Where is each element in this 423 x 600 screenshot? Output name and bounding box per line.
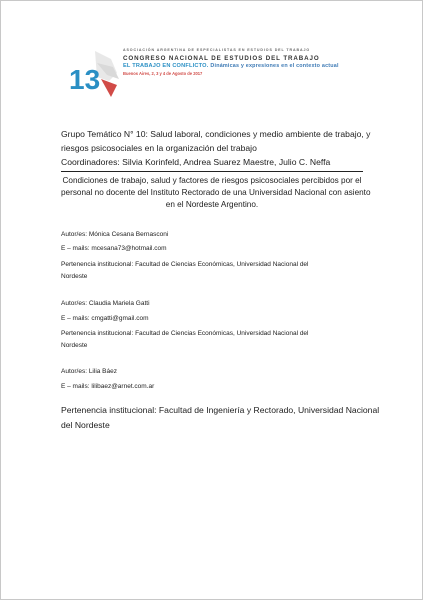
author-2-affiliation-line-1: Pertenencia institucional: Facultad de Ciencias Económicas, Universidad Nacional del <box>61 330 309 337</box>
author-1-affiliation-line-1: Pertenencia institucional: Facultad de Ciencias Económicas, Universidad Nacional del <box>61 261 309 268</box>
logo-number: 13 <box>69 64 101 95</box>
author-3-affiliation-line-1: Pertenencia institucional: Facultad de Ingeniería y Rectorado, Universidad Nacional <box>61 405 380 415</box>
author-3-name: Autor/es: Lilia Báez <box>61 368 118 375</box>
author-2-email: E – mails: cmgatti@gmail.com <box>61 315 149 322</box>
paper-title-line-2: personal no docente del Instituto Rectorado de una Universidad Nacional con asiento <box>61 188 371 197</box>
author-1-email: E – mails: mcesana73@hotmail.com <box>61 245 167 252</box>
theme-subtitle: Dinámicas y expresiones en el contexto actual <box>210 63 339 69</box>
congress-name: CONGRESO NACIONAL DE ESTUDIOS DEL TRABAJO <box>123 55 320 62</box>
congress-theme <box>123 63 383 69</box>
author-2-affiliation-line-2: Nordeste <box>61 342 88 349</box>
author-3-affiliation-line-2: del Nordeste <box>61 420 110 430</box>
congress-logo-icon <box>67 45 123 103</box>
coordinators: Coordinadores: Silvia Korinfeld, Andrea Suarez Maestre, Julio C. Neffa <box>61 157 331 167</box>
author-2-name: Autor/es: Claudia Mariela Gatti <box>61 300 150 307</box>
association-name: ASOCIACIÓN ARGENTINA DE ESPECIALISTAS EN ESTUDIOS DEL TRABAJO <box>123 48 311 52</box>
thematic-group-line-2: riesgos psicosociales en la organización del trabajo <box>61 143 257 153</box>
author-3-email: E – mails: lilibaez@arnet.com.ar <box>61 383 155 390</box>
thematic-group-line-1: Grupo Temático N° 10: Salud laboral, condiciones y medio ambiente de trabajo, y <box>61 129 371 139</box>
theme-main: EL TRABAJO EN CONFLICTO. <box>123 63 209 69</box>
paper-title-line-3: en el Nordeste Argentino. <box>165 200 259 209</box>
author-1-name: Autor/es: Mónica Cesana Bernasconi <box>61 231 169 238</box>
title-divider <box>61 171 363 172</box>
congress-header <box>67 45 377 105</box>
congress-text <box>123 48 383 76</box>
paper-title-line-1: Condiciones de trabajo, salud y factores de riesgos psicosociales percibidos por el <box>62 176 362 185</box>
congress-dates: Buenos Aires, 2, 3 y 4 de Agosto de 2017 <box>123 70 203 76</box>
author-1-affiliation-line-2: Nordeste <box>61 273 88 280</box>
